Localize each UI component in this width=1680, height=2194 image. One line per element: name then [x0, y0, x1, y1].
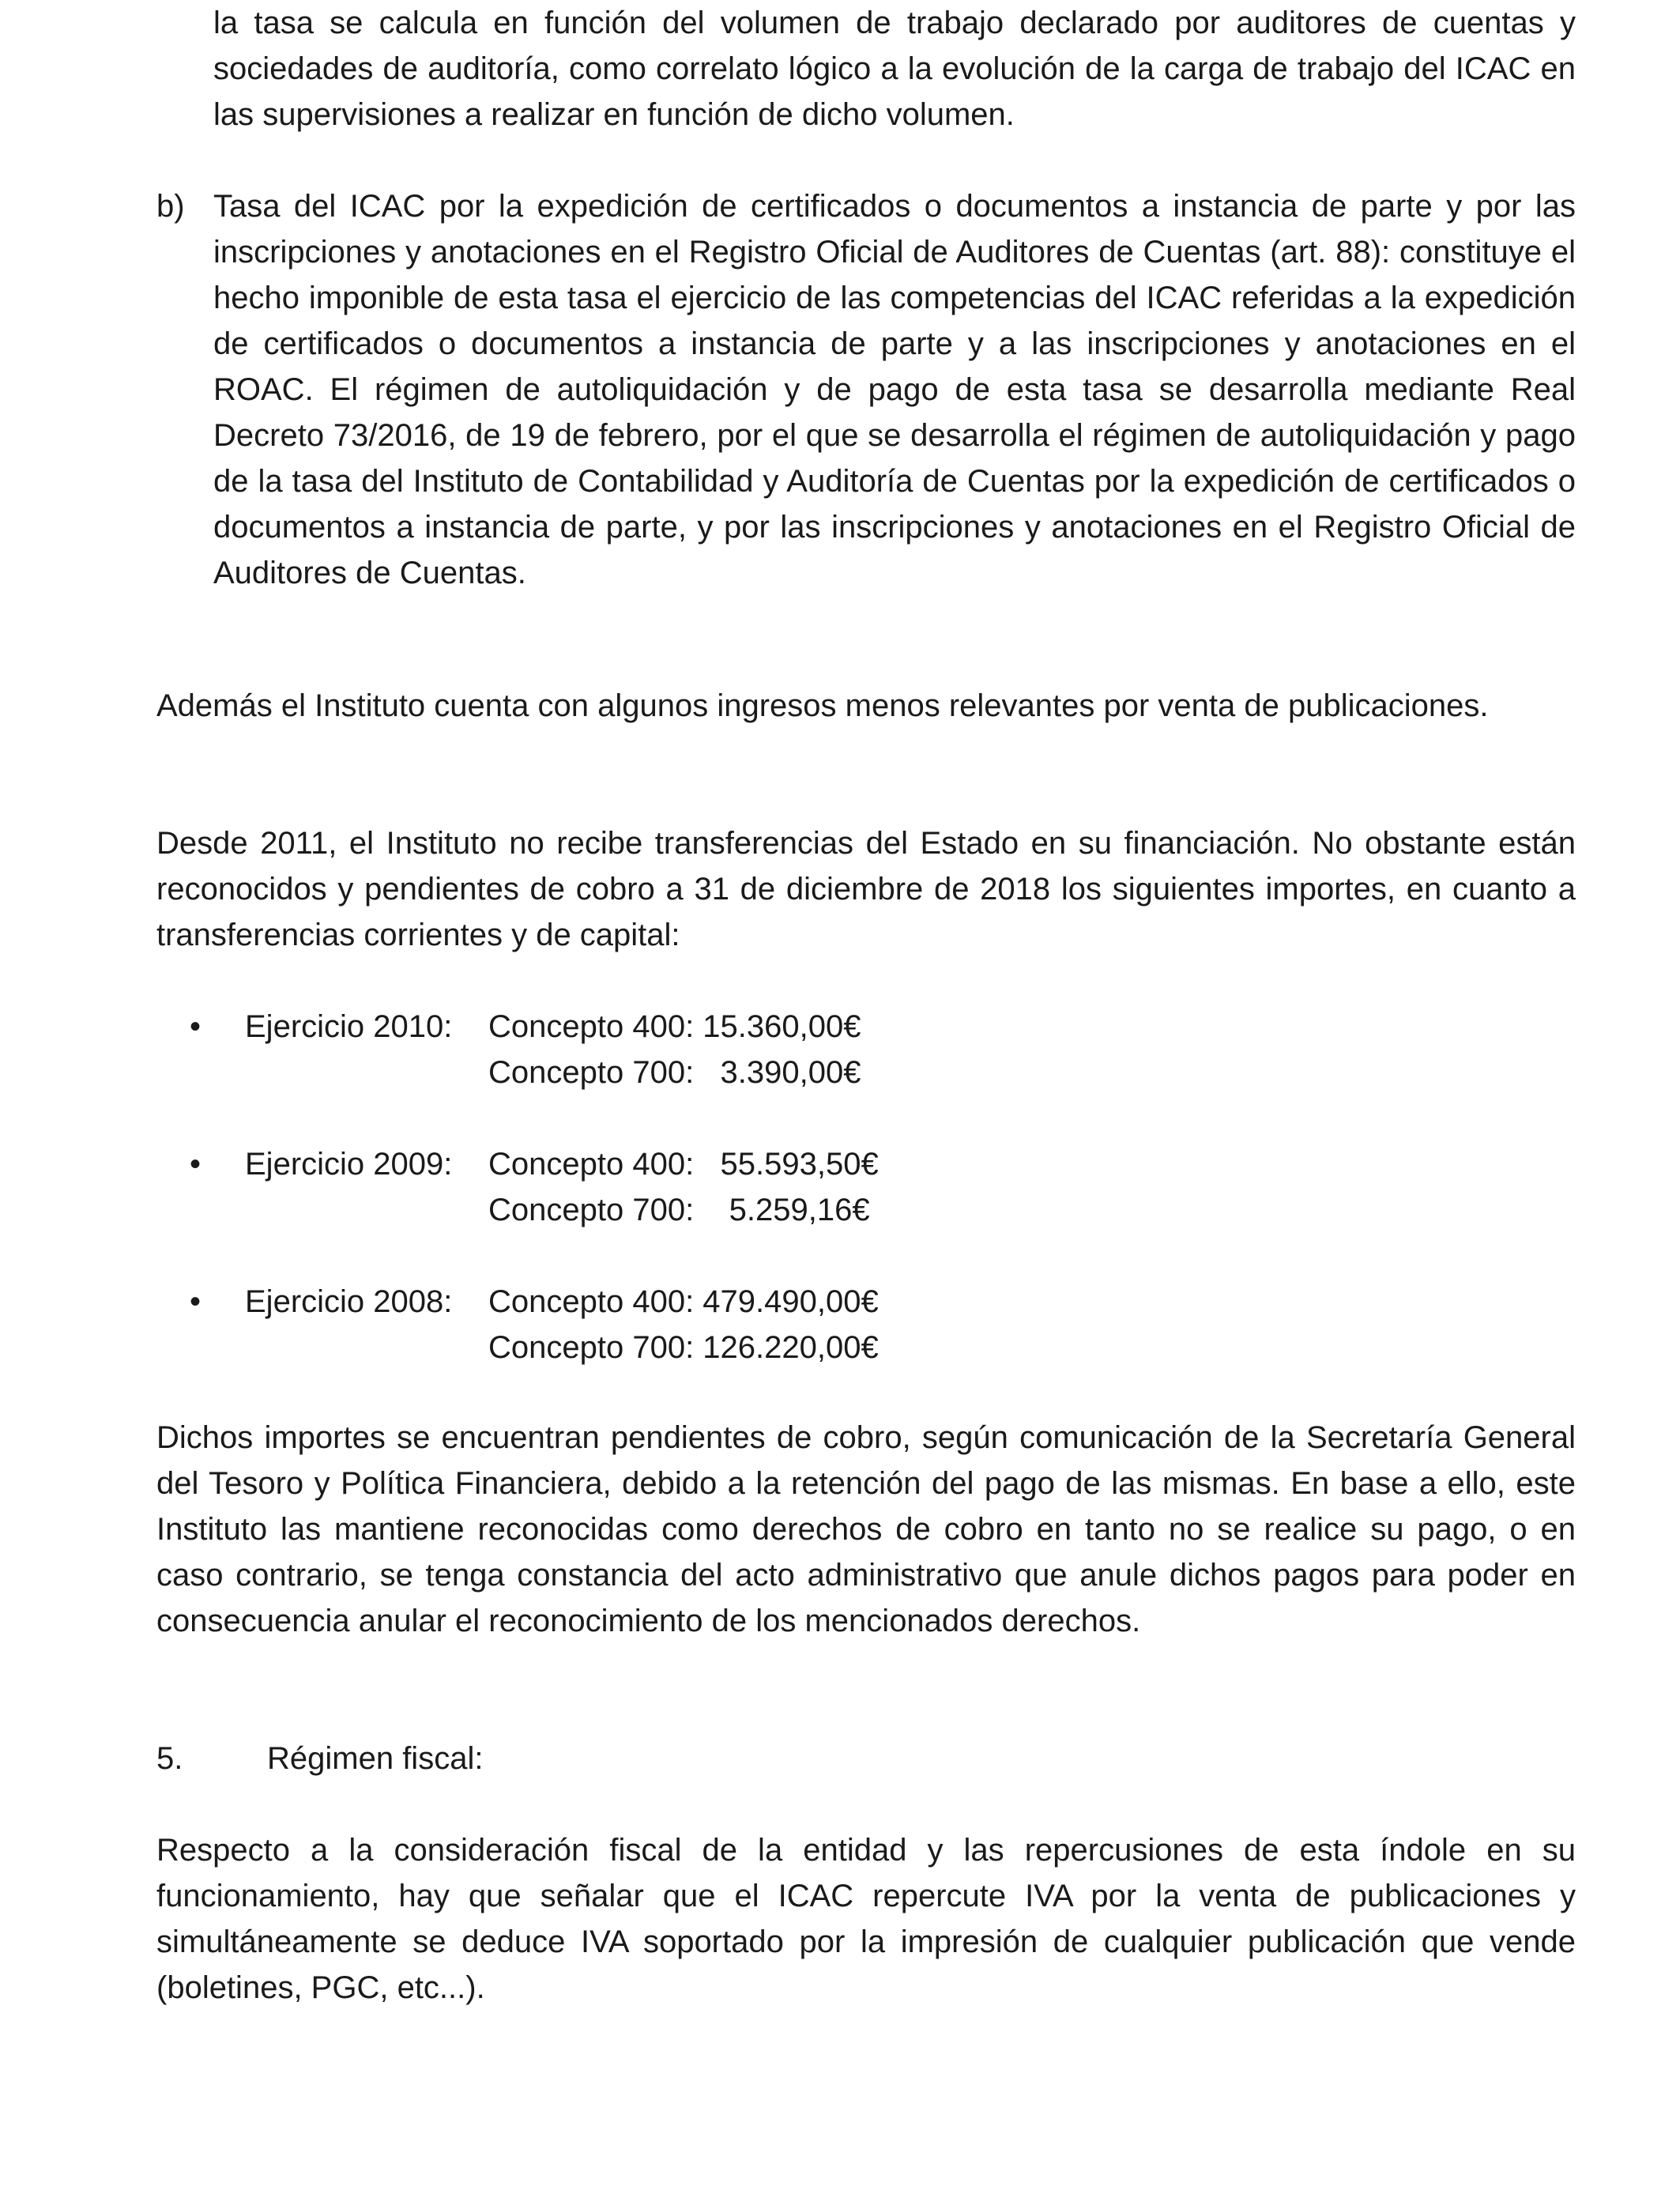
ejercicio-label: Ejercicio 2008:: [245, 1284, 453, 1319]
ejercicio-label: Ejercicio 2010:: [245, 1009, 453, 1044]
bullet-marker: •: [190, 1009, 202, 1044]
concepto-700-value: Concepto 700: 5.259,16€: [488, 1193, 870, 1227]
section-title: Régimen fiscal:: [267, 1741, 484, 1776]
list-item-b: [156, 183, 1576, 596]
paragraph-dichos-importes: Dichos importes se encuentran pendientes de cobro, según comunicación de la Secretaría General del Tesoro y Política Financiera, debido a la retención del pago de las mismas. En base a ello, este Instituto las mantiene reconocidas como derechos de cobro en tanto no se realice su pago, o en caso contrario, se tenga constancia del acto administrativo que anule dichos pagos para poder en consecuencia anular el reconocimiento de los mencionados derechos.: [156, 1420, 1576, 1638]
concepto-700-value: Concepto 700: 3.390,00€: [488, 1055, 861, 1090]
paragraph-desde-2011: Desde 2011, el Instituto no recibe transferencias del Estado en su financiación. No obstante están reconocidos y pendientes de cobro a 31 de diciembre de 2018 los siguientes importes, en cuanto a transferencias corrientes y de capital:: [156, 826, 1576, 952]
paragraph-ademas: Además el Instituto cuenta con algunos ingresos menos relevantes por venta de publicaciones.: [156, 688, 1489, 723]
concepto-400-value: Concepto 400: 15.360,00€: [488, 1009, 861, 1044]
bullet-marker: •: [190, 1284, 202, 1319]
paragraph-respecto: Respecto a la consideración fiscal de la entidad y las repercusiones de esta índole en su funcionamiento, hay que señalar que el ICAC repercute IVA por la venta de publicaciones y simultáneamente se deduce IVA soportado por la impresión de cualquier publicación que vende (boletines, PGC, etc...).: [156, 1833, 1576, 2005]
list-item-b-text: Tasa del ICAC por la expedición de certificados o documentos a instancia de parte y por las inscripciones y anotaciones en el Registro Oficial de Auditores de Cuentas (art. 88): constituye el hecho imponible de esta tasa el ejercicio de las competencias del ICAC referidas a la expedición de certificados o documentos a instancia de parte y a las inscripciones y anotaciones en el ROAC. El régimen de autoliquidación y de pago de esta tasa se desarrolla mediante Real Decreto 73/2016, de 19 de febrero, por el que se desarrolla el régimen de autoliquidación y pago de la tasa del Instituto de Contabilidad y Auditoría de Cuentas por la expedición de certificados o documentos a instancia de parte, y por las inscripciones y anotaciones en el Registro Oficial de Auditores de Cuentas.: [213, 189, 1576, 590]
section-number: 5.: [156, 1741, 183, 1776]
bullet-marker: •: [190, 1147, 202, 1182]
concepto-400-value: Concepto 400: 55.593,50€: [488, 1147, 879, 1182]
paragraph-tasa-continuation: la tasa se calcula en función del volumen de trabajo declarado por auditores de cuentas y sociedades de auditoría, como correlato lógico a la evolución de la carga de trabajo del ICAC en las supervisiones a realizar en función de dicho volumen.: [213, 6, 1576, 132]
ejercicio-label: Ejercicio 2009:: [245, 1147, 453, 1182]
concepto-400-value: Concepto 400: 479.490,00€: [488, 1284, 879, 1319]
list-marker-b: b): [156, 189, 185, 224]
concepto-700-value: Concepto 700: 126.220,00€: [488, 1330, 879, 1365]
